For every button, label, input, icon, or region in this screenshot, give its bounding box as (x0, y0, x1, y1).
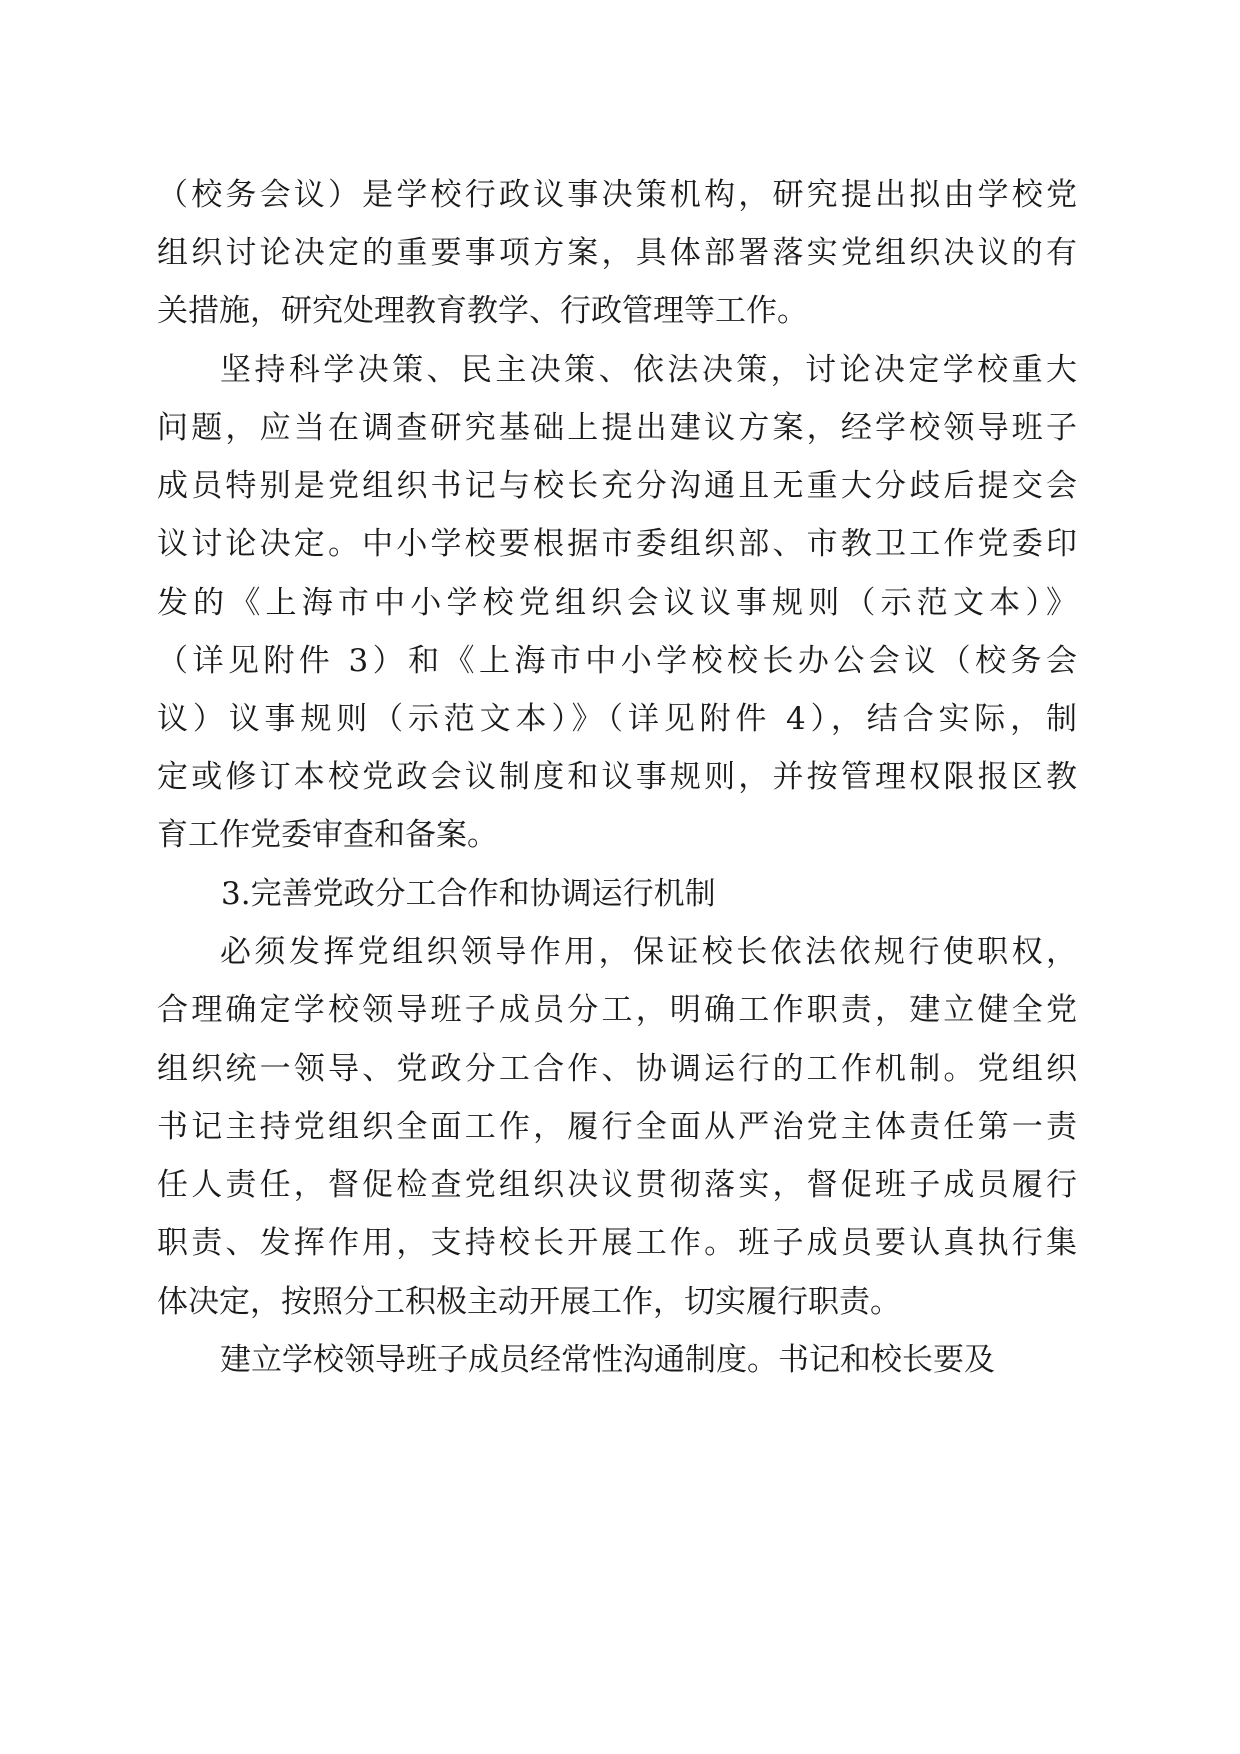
text-line: 育工作党委审查和备案。 (157, 817, 498, 853)
text-line: 关措施，研究处理教育教学、行政管理等工作。 (157, 293, 808, 329)
text-line: （详见附件 3）和《上海市中小学校校长办公会议（校务会 (157, 643, 1077, 679)
text-line: 建立学校领导班子成员经常性沟通制度。书记和校长要及 (220, 1342, 995, 1378)
section-heading: 3.完善党政分工合作和协调运行机制 (221, 876, 716, 912)
text-line: 成员特别是党组织书记与校长充分沟通且无重大分歧后提交会 (157, 468, 1077, 504)
text-line: （校务会议）是学校行政议事决策机构，研究提出拟由学校党 (157, 177, 1077, 213)
text-line: 组织统一领导、党政分工合作、协调运行的工作机制。党组织 (157, 1051, 1077, 1087)
text-line: 定或修订本校党政会议制度和议事规则，并按管理权限报区教 (157, 759, 1077, 795)
text-line: 问题，应当在调查研究基础上提出建议方案，经学校领导班子 (157, 410, 1077, 446)
text-line: 合理确定学校领导班子成员分工，明确工作职责，建立健全党 (157, 992, 1077, 1028)
text-line: 坚持科学决策、民主决策、依法决策，讨论决定学校重大 (220, 352, 1077, 388)
text-line: 必须发挥党组织领导作用，保证校长依法依规行使职权， (220, 934, 1077, 970)
text-line: 职责、发挥作用，支持校长开展工作。班子成员要认真执行集 (157, 1225, 1077, 1261)
text-line: 书记主持党组织全面工作，履行全面从严治党主体责任第一责 (157, 1109, 1077, 1145)
text-line: 发的《上海市中小学校党组织会议议事规则（示范文本）》 (157, 585, 1077, 621)
text-line: 议讨论决定。中小学校要根据市委组织部、市教卫工作党委印 (157, 526, 1077, 562)
text-line: 体决定，按照分工积极主动开展工作，切实履行职责。 (157, 1284, 901, 1320)
text-line: 任人责任，督促检查党组织决议贯彻落实，督促班子成员履行 (157, 1167, 1077, 1203)
text-line: 组织讨论决定的重要事项方案，具体部署落实党组织决议的有 (157, 235, 1077, 271)
text-line: 议）议事规则（示范文本）》（详见附件 4），结合实际，制 (157, 701, 1077, 737)
